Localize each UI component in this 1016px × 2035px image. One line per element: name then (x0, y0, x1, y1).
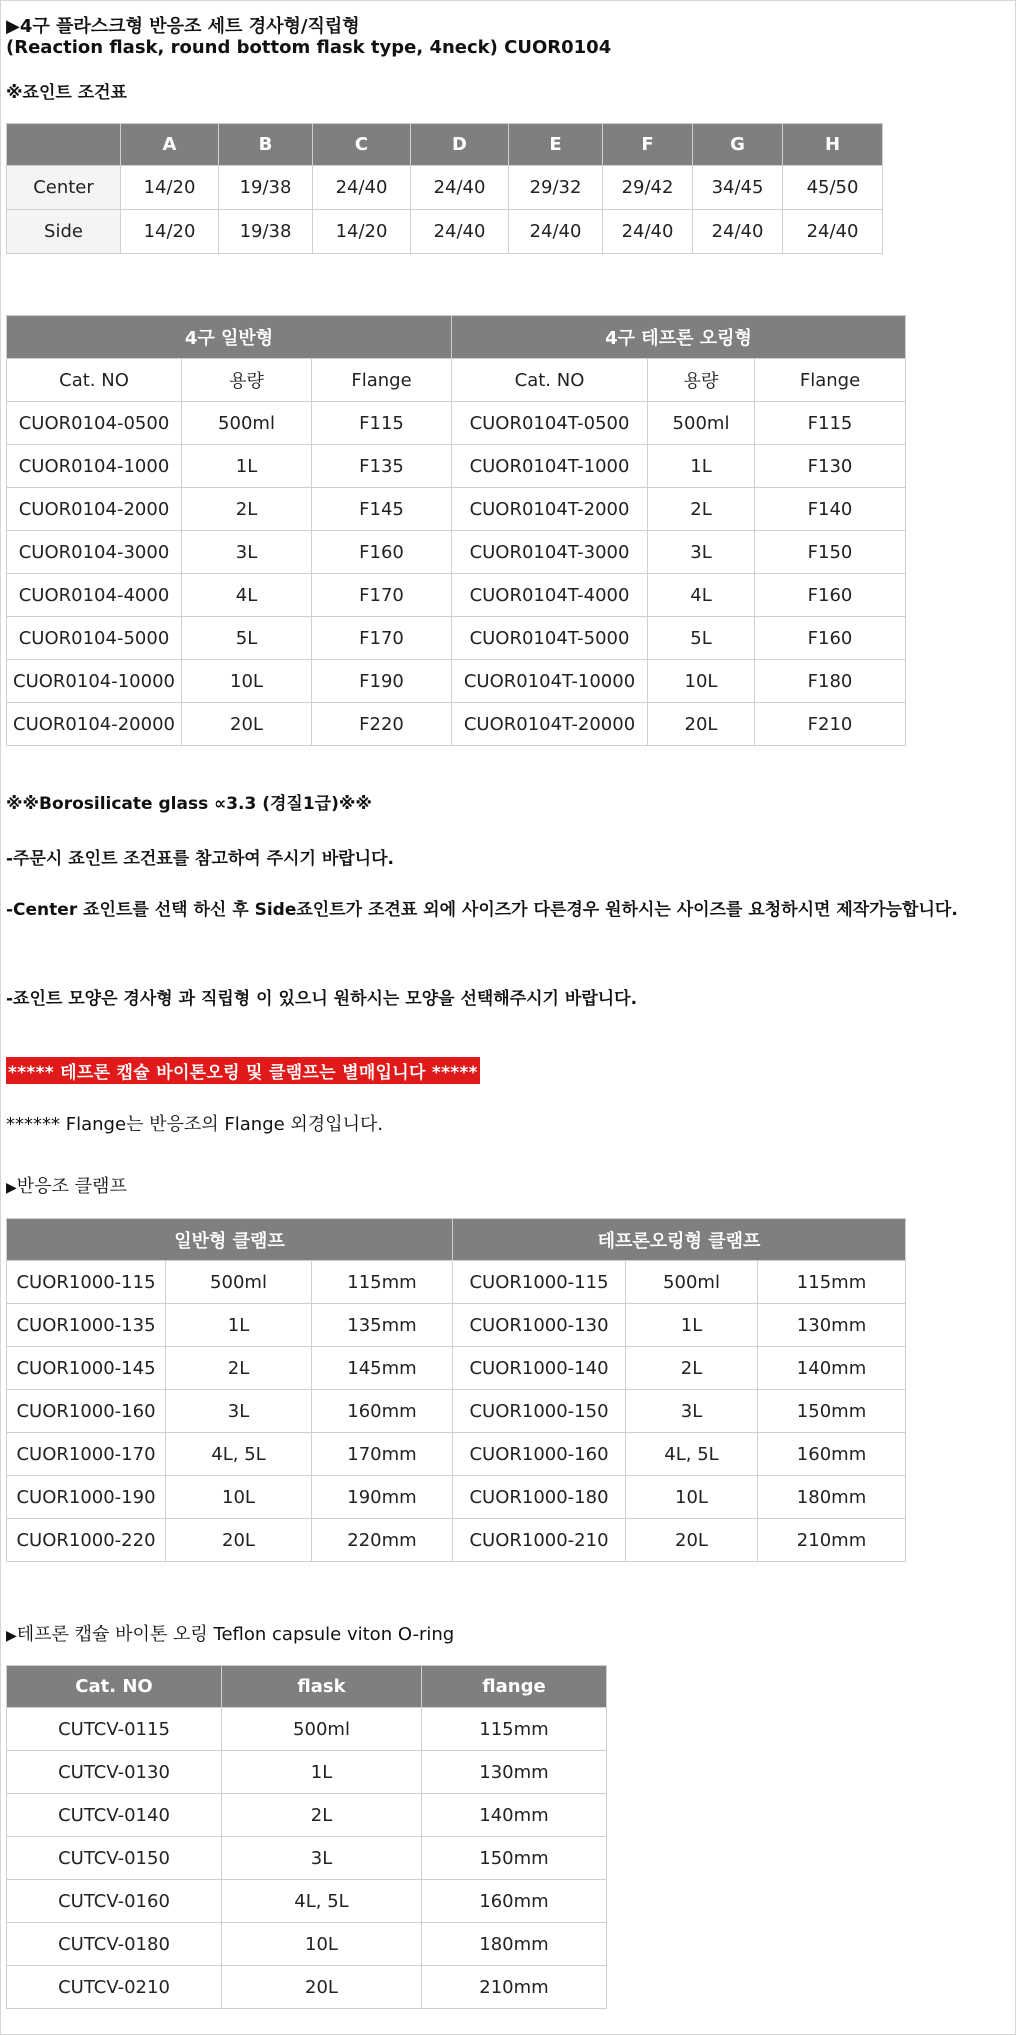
table-cell: 14/20 (121, 210, 219, 254)
table-cell: 24/40 (411, 166, 509, 210)
table-row (7, 488, 906, 531)
table-row (7, 703, 906, 746)
table-cell: CUOR0104T-0500 (452, 402, 648, 445)
table-cell: CUOR1000-135 (7, 1304, 166, 1347)
clamp-section-title (6, 1172, 127, 1198)
table-cell: CUOR0104T-10000 (452, 660, 648, 703)
table-cell: CUOR0104-0500 (7, 402, 182, 445)
table-cell: CUOR0104-5000 (7, 617, 182, 660)
table-cell: 24/40 (411, 210, 509, 254)
column-header: Cat. NO (7, 1666, 222, 1708)
table-cell: 10L (648, 660, 755, 703)
table-cell: CUOR1000-140 (453, 1347, 626, 1390)
table-cell: 10L (166, 1476, 312, 1519)
joint-col-header: C (313, 124, 411, 166)
table-cell: CUOR0104T-2000 (452, 488, 648, 531)
table-cell: 150mm (758, 1390, 906, 1433)
triangle-arrow-icon: ▶ (6, 1628, 17, 1644)
table-cell: 150mm (422, 1837, 607, 1880)
table-cell: F170 (312, 574, 452, 617)
table-cell: CUOR0104T-4000 (452, 574, 648, 617)
table-cell: CUOR0104-3000 (7, 531, 182, 574)
table-row (7, 1476, 906, 1519)
flange-note: ****** Flange는 반응조의 Flange 외경입니다. (6, 1114, 384, 1135)
flask-group-header-teflon: 4구 테프론 오링형 (452, 316, 906, 359)
table-cell: 45/50 (783, 166, 883, 210)
joint-col-header: D (411, 124, 509, 166)
table-cell: 140mm (422, 1794, 607, 1837)
table-row (7, 1347, 906, 1390)
table-cell: 160mm (422, 1880, 607, 1923)
joint-col-header: E (509, 124, 603, 166)
table-cell: CUOR1000-145 (7, 1347, 166, 1390)
table-cell: CUOR0104T-1000 (452, 445, 648, 488)
flask-table (6, 315, 906, 746)
table-cell: F115 (755, 402, 906, 445)
table-cell: 500ml (166, 1261, 312, 1304)
table-row (7, 166, 883, 210)
table-cell: 2L (166, 1347, 312, 1390)
flask-group-header-standard: 4구 일반형 (7, 316, 452, 359)
table-cell: 10L (626, 1476, 758, 1519)
table-cell: 4L (182, 574, 312, 617)
table-cell: CUOR1000-150 (453, 1390, 626, 1433)
table-cell: 2L (222, 1794, 422, 1837)
table-cell: F190 (312, 660, 452, 703)
table-cell: 2L (182, 488, 312, 531)
table-cell: 1L (182, 445, 312, 488)
table-cell: F130 (755, 445, 906, 488)
table-cell: 210mm (422, 1966, 607, 2009)
table-cell: CUOR1000-190 (7, 1476, 166, 1519)
table-cell: 500ml (222, 1708, 422, 1751)
table-cell: 14/20 (121, 166, 219, 210)
table-cell: 10L (182, 660, 312, 703)
table-cell: 500ml (182, 402, 312, 445)
table-row (7, 210, 883, 254)
table-cell: 500ml (648, 402, 755, 445)
column-header: flange (422, 1666, 607, 1708)
flask-group-header-row (7, 316, 906, 359)
joint-table-title: ※죠인트 조건표 (6, 83, 127, 103)
table-row (7, 1433, 906, 1476)
table-cell: 2L (626, 1347, 758, 1390)
table-cell: 130mm (758, 1304, 906, 1347)
joint-col-header: A (121, 124, 219, 166)
table-cell: 3L (166, 1390, 312, 1433)
page-subtitle: (Reaction flask, round bottom flask type, 4neck) CUOR0104 (6, 37, 612, 58)
table-cell: 180mm (422, 1923, 607, 1966)
table-cell: CUOR1000-160 (453, 1433, 626, 1476)
table-cell: 20L (166, 1519, 312, 1562)
table-cell: 115mm (422, 1708, 607, 1751)
table-cell: CUTCV-0210 (7, 1966, 222, 2009)
table-cell: CUTCV-0180 (7, 1923, 222, 1966)
oring-section-title (6, 1620, 454, 1646)
table-cell: CUOR1000-210 (453, 1519, 626, 1562)
table-cell: 1L (222, 1751, 422, 1794)
table-cell: 1L (166, 1304, 312, 1347)
table-cell: F140 (755, 488, 906, 531)
table-cell: CUOR1000-220 (7, 1519, 166, 1562)
joint-header-row (7, 124, 883, 166)
table-cell: F210 (755, 703, 906, 746)
table-cell: Side (7, 210, 121, 254)
triangle-arrow-icon: ▶ (6, 1180, 17, 1196)
table-cell: 500ml (626, 1261, 758, 1304)
table-cell: CUOR0104-1000 (7, 445, 182, 488)
table-cell: 2L (648, 488, 755, 531)
table-row (7, 1794, 607, 1837)
table-cell: 115mm (758, 1261, 906, 1304)
joint-col-header: G (693, 124, 783, 166)
table-row (7, 574, 906, 617)
table-row (7, 445, 906, 488)
table-cell: 29/42 (603, 166, 693, 210)
joint-table (6, 123, 883, 254)
table-cell: CUOR1000-160 (7, 1390, 166, 1433)
oring-header-row (7, 1666, 607, 1708)
table-cell: 24/40 (313, 166, 411, 210)
table-cell: CUOR1000-170 (7, 1433, 166, 1476)
table-cell: 1L (648, 445, 755, 488)
table-cell: 24/40 (509, 210, 603, 254)
table-row (7, 402, 906, 445)
table-cell: CUOR0104T-20000 (452, 703, 648, 746)
table-cell: CUOR1000-130 (453, 1304, 626, 1347)
table-cell: 3L (648, 531, 755, 574)
table-cell: CUOR0104-2000 (7, 488, 182, 531)
oring-section-title-text: 테프론 캡슐 바이톤 오링 Teflon capsule viton O-ring (16, 1624, 455, 1645)
oring-table (6, 1665, 607, 2009)
table-row (7, 1390, 906, 1433)
column-header: Flange (312, 359, 452, 402)
table-cell: 1L (626, 1304, 758, 1347)
column-header: Flange (755, 359, 906, 402)
table-cell: 140mm (758, 1347, 906, 1390)
table-cell: 19/38 (219, 166, 313, 210)
table-cell: 220mm (312, 1519, 453, 1562)
flask-column-header-row (7, 359, 906, 402)
table-row (7, 1923, 607, 1966)
table-cell: 34/45 (693, 166, 783, 210)
table-cell: 180mm (758, 1476, 906, 1519)
table-cell: 3L (626, 1390, 758, 1433)
table-cell: F160 (755, 574, 906, 617)
table-cell: 135mm (312, 1304, 453, 1347)
table-cell: 4L, 5L (626, 1433, 758, 1476)
table-cell: 3L (182, 531, 312, 574)
table-cell: 160mm (758, 1433, 906, 1476)
table-cell: 20L (626, 1519, 758, 1562)
table-cell: 170mm (312, 1433, 453, 1476)
clamp-group-header-row (7, 1219, 906, 1261)
table-cell: 3L (222, 1837, 422, 1880)
table-cell: CUOR1000-115 (7, 1261, 166, 1304)
table-row (7, 1304, 906, 1347)
table-cell: 29/32 (509, 166, 603, 210)
table-cell: CUOR0104-10000 (7, 660, 182, 703)
table-row (7, 1708, 607, 1751)
table-cell: 4L, 5L (222, 1880, 422, 1923)
table-cell: 160mm (312, 1390, 453, 1433)
center-joint-note: -Center 죠인트를 선택 하신 후 Side죠인트가 조견표 외에 사이즈가 다른경우 원하시는 사이즈를 요청하시면 제작가능합니다. (6, 900, 958, 920)
table-cell: 115mm (312, 1261, 453, 1304)
table-row (7, 1751, 607, 1794)
table-row (7, 1880, 607, 1923)
table-cell: 24/40 (603, 210, 693, 254)
table-cell: F180 (755, 660, 906, 703)
table-row (7, 531, 906, 574)
table-cell: CUTCV-0115 (7, 1708, 222, 1751)
table-cell: F145 (312, 488, 452, 531)
table-cell: 4L, 5L (166, 1433, 312, 1476)
table-row (7, 617, 906, 660)
table-cell: 5L (648, 617, 755, 660)
table-cell: CUOR0104-4000 (7, 574, 182, 617)
table-cell: F135 (312, 445, 452, 488)
table-cell: Center (7, 166, 121, 210)
table-cell: F115 (312, 402, 452, 445)
table-cell: 130mm (422, 1751, 607, 1794)
table-cell: CUOR0104T-5000 (452, 617, 648, 660)
table-cell: F220 (312, 703, 452, 746)
table-cell: CUTCV-0160 (7, 1880, 222, 1923)
table-cell: F160 (312, 531, 452, 574)
column-header: flask (222, 1666, 422, 1708)
table-row (7, 1837, 607, 1880)
table-cell: 145mm (312, 1347, 453, 1390)
table-cell: F170 (312, 617, 452, 660)
clamp-table (6, 1218, 906, 1562)
clamp-section-title-text: 반응조 클램프 (16, 1176, 127, 1197)
borosilicate-note: ※※Borosilicate glass ∝3.3 (경질1급)※※ (6, 794, 372, 814)
joint-shape-note: -죠인트 모양은 경사형 과 직립형 이 있으니 원하시는 모양을 선택해주시기 바랍니다. (6, 989, 638, 1009)
joint-col-header: F (603, 124, 693, 166)
table-cell: CUTCV-0150 (7, 1837, 222, 1880)
table-cell: 24/40 (693, 210, 783, 254)
joint-col-header: B (219, 124, 313, 166)
clamp-group-header-standard: 일반형 클램프 (7, 1219, 453, 1261)
table-cell: CUTCV-0140 (7, 1794, 222, 1837)
table-row (7, 660, 906, 703)
separate-sale-alert: ***** 테프론 캡슐 바이톤오링 및 클램프는 별매입니다 ***** (6, 1057, 480, 1084)
table-cell: 190mm (312, 1476, 453, 1519)
table-cell: 5L (182, 617, 312, 660)
table-cell: CUOR0104T-3000 (452, 531, 648, 574)
table-cell: 4L (648, 574, 755, 617)
table-cell: 210mm (758, 1519, 906, 1562)
order-note: -주문시 죠인트 조건표를 참고하여 주시기 바랍니다. (6, 849, 394, 869)
table-cell: 10L (222, 1923, 422, 1966)
table-cell: 20L (222, 1966, 422, 2009)
table-row (7, 1261, 906, 1304)
table-row (7, 1966, 607, 2009)
table-cell: F150 (755, 531, 906, 574)
table-cell: CUTCV-0130 (7, 1751, 222, 1794)
column-header: Cat. NO (7, 359, 182, 402)
column-header: Cat. NO (452, 359, 648, 402)
table-cell: 24/40 (783, 210, 883, 254)
table-cell: 20L (182, 703, 312, 746)
column-header: 용량 (648, 359, 755, 402)
table-cell: 20L (648, 703, 755, 746)
table-row (7, 1519, 906, 1562)
table-cell: F160 (755, 617, 906, 660)
table-cell: CUOR1000-180 (453, 1476, 626, 1519)
column-header: 용량 (182, 359, 312, 402)
table-cell: 19/38 (219, 210, 313, 254)
table-cell: 14/20 (313, 210, 411, 254)
clamp-group-header-teflon: 테프론오링형 클램프 (453, 1219, 906, 1261)
table-cell: CUOR1000-115 (453, 1261, 626, 1304)
page-title: ▶4구 플라스크형 반응조 세트 경사형/직립형 (6, 16, 360, 37)
table-cell: CUOR0104-20000 (7, 703, 182, 746)
joint-col-header: H (783, 124, 883, 166)
joint-col-header (7, 124, 121, 166)
